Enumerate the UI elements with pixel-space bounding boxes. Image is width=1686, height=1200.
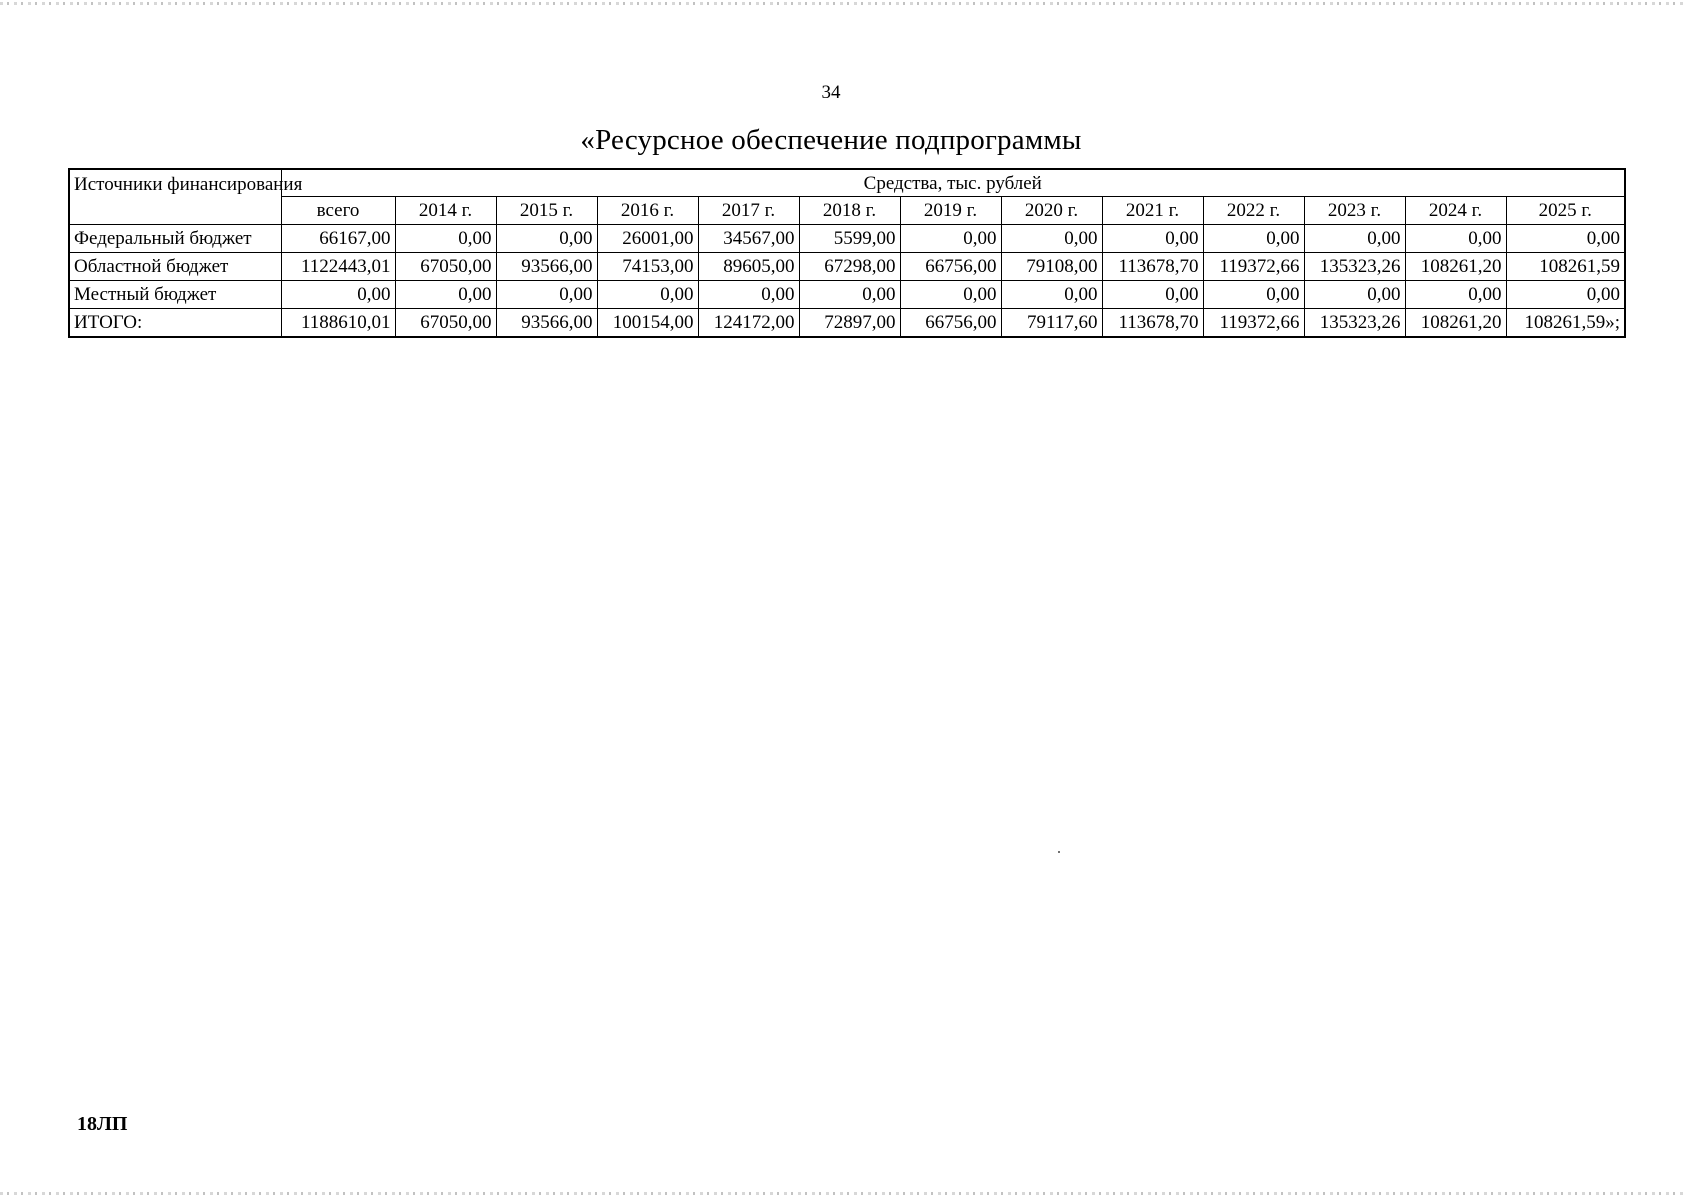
column-header: 2019 г. xyxy=(900,197,1001,225)
table-cell: 79108,00 xyxy=(1001,253,1102,281)
table-cell: 0,00 xyxy=(1001,281,1102,309)
column-header: 2020 г. xyxy=(1001,197,1102,225)
footer-code: 18ЛП xyxy=(77,1113,128,1135)
table-cell: 0,00 xyxy=(496,225,597,253)
table-body xyxy=(69,225,1625,338)
column-header: 2022 г. xyxy=(1203,197,1304,225)
table-header xyxy=(69,169,1625,225)
table-row xyxy=(69,225,1625,253)
table-cell: 72897,00 xyxy=(799,309,900,338)
table-cell: 5599,00 xyxy=(799,225,900,253)
column-header: 2017 г. xyxy=(698,197,799,225)
table-cell: 108261,20 xyxy=(1405,309,1506,338)
table-cell: 66167,00 xyxy=(281,225,395,253)
table-row xyxy=(69,281,1625,309)
table-cell: 135323,26 xyxy=(1304,309,1405,338)
column-header: 2016 г. xyxy=(597,197,698,225)
table-cell: 74153,00 xyxy=(597,253,698,281)
column-header: 2024 г. xyxy=(1405,197,1506,225)
table-cell: 0,00 xyxy=(799,281,900,309)
funds-header: Средства, тыс. рублей xyxy=(281,169,1625,197)
table-cell: 119372,66 xyxy=(1203,253,1304,281)
table-cell: 93566,00 xyxy=(496,309,597,338)
table-cell: 100154,00 xyxy=(597,309,698,338)
table-cell: 79117,60 xyxy=(1001,309,1102,338)
column-header: 2025 г. xyxy=(1506,197,1625,225)
table-cell: 67298,00 xyxy=(799,253,900,281)
table-cell: 119372,66 xyxy=(1203,309,1304,338)
table-row xyxy=(69,253,1625,281)
table-cell: 0,00 xyxy=(1203,225,1304,253)
scan-speck xyxy=(1058,851,1060,853)
page-number: 34 xyxy=(821,82,841,103)
row-label: Федеральный бюджет xyxy=(69,225,281,253)
table-cell: 67050,00 xyxy=(395,309,496,338)
table-cell: 108261,59»; xyxy=(1506,309,1625,338)
scan-edge-top xyxy=(0,2,1686,5)
table-cell: 0,00 xyxy=(1102,225,1203,253)
column-header: 2018 г. xyxy=(799,197,900,225)
document-title: «Ресурсное обеспечение подпрограммы xyxy=(580,124,1082,156)
table-cell: 0,00 xyxy=(1304,281,1405,309)
row-label: ИТОГО: xyxy=(69,309,281,338)
column-header: 2021 г. xyxy=(1102,197,1203,225)
table-cell: 0,00 xyxy=(1001,225,1102,253)
table-cell: 108261,59 xyxy=(1506,253,1625,281)
row-label: Местный бюджет xyxy=(69,281,281,309)
table-cell: 0,00 xyxy=(1506,225,1625,253)
table-cell: 0,00 xyxy=(1506,281,1625,309)
table-cell: 0,00 xyxy=(1203,281,1304,309)
table-cell: 1122443,01 xyxy=(281,253,395,281)
table-cell: 26001,00 xyxy=(597,225,698,253)
column-header: 2015 г. xyxy=(496,197,597,225)
table-cell: 135323,26 xyxy=(1304,253,1405,281)
table-cell: 0,00 xyxy=(1304,225,1405,253)
table-cell: 0,00 xyxy=(395,225,496,253)
column-header: 2023 г. xyxy=(1304,197,1405,225)
table-cell: 66756,00 xyxy=(900,309,1001,338)
table-cell: 113678,70 xyxy=(1102,253,1203,281)
table-row xyxy=(69,309,1625,338)
table-cell: 0,00 xyxy=(395,281,496,309)
table-cell: 0,00 xyxy=(1102,281,1203,309)
table-cell: 0,00 xyxy=(281,281,395,309)
row-label: Областной бюджет xyxy=(69,253,281,281)
header-row-group xyxy=(69,169,1625,197)
table-cell: 34567,00 xyxy=(698,225,799,253)
table-cell: 0,00 xyxy=(698,281,799,309)
table-cell: 108261,20 xyxy=(1405,253,1506,281)
table-cell: 1188610,01 xyxy=(281,309,395,338)
scan-edge-bottom xyxy=(0,1192,1686,1195)
table-cell: 66756,00 xyxy=(900,253,1001,281)
table-cell: 0,00 xyxy=(1405,281,1506,309)
column-header: 2014 г. xyxy=(395,197,496,225)
sources-header: Источники финансирования xyxy=(69,169,281,225)
header-row-columns xyxy=(69,197,1625,225)
table-cell: 89605,00 xyxy=(698,253,799,281)
table-cell: 0,00 xyxy=(1405,225,1506,253)
table-cell: 0,00 xyxy=(900,225,1001,253)
table-cell: 67050,00 xyxy=(395,253,496,281)
table-cell: 93566,00 xyxy=(496,253,597,281)
table-cell: 0,00 xyxy=(597,281,698,309)
table-cell: 0,00 xyxy=(496,281,597,309)
table-cell: 0,00 xyxy=(900,281,1001,309)
table-cell: 113678,70 xyxy=(1102,309,1203,338)
table-cell: 124172,00 xyxy=(698,309,799,338)
column-header: всего xyxy=(281,197,395,225)
resource-table xyxy=(68,168,1626,338)
